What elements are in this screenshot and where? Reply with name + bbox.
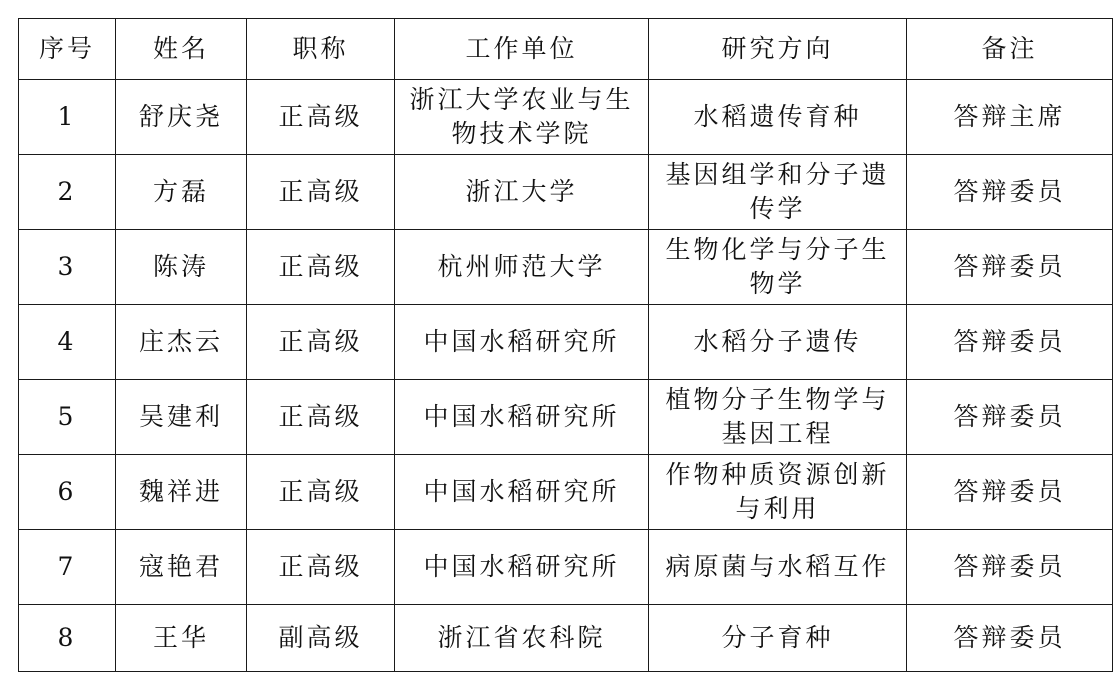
table-row (19, 380, 1113, 455)
cell-no: 4 (19, 305, 116, 380)
cell-field: 水稻分子遗传 (649, 305, 907, 380)
cell-unit: 中国水稻研究所 (395, 305, 649, 380)
header-cell-note: 备注 (907, 19, 1113, 80)
cell-name: 魏祥进 (116, 455, 247, 530)
header-cell-field: 研究方向 (649, 19, 907, 80)
cell-name: 王华 (116, 605, 247, 672)
header-cell-no: 序号 (19, 19, 116, 80)
cell-name: 吴建利 (116, 380, 247, 455)
header-cell-name: 姓名 (116, 19, 247, 80)
cell-title: 副高级 (247, 605, 395, 672)
cell-unit: 浙江省农科院 (395, 605, 649, 672)
table-row (19, 455, 1113, 530)
cell-unit: 中国水稻研究所 (395, 380, 649, 455)
cell-no: 2 (19, 155, 116, 230)
table-row (19, 530, 1113, 605)
table-row (19, 605, 1113, 672)
table-header-row (19, 19, 1113, 80)
cell-unit: 中国水稻研究所 (395, 455, 649, 530)
cell-unit: 浙江大学 (395, 155, 649, 230)
cell-name: 陈涛 (116, 230, 247, 305)
cell-field: 分子育种 (649, 605, 907, 672)
cell-unit: 浙江大学农业与生物技术学院 (395, 80, 649, 155)
header-cell-unit: 工作单位 (395, 19, 649, 80)
cell-no: 1 (19, 80, 116, 155)
cell-note: 答辩委员 (907, 605, 1113, 672)
cell-title: 正高级 (247, 380, 395, 455)
cell-name: 方磊 (116, 155, 247, 230)
cell-no: 3 (19, 230, 116, 305)
cell-note: 答辩主席 (907, 80, 1113, 155)
cell-title: 正高级 (247, 230, 395, 305)
cell-note: 答辩委员 (907, 455, 1113, 530)
cell-field: 作物种质资源创新与利用 (649, 455, 907, 530)
table-row (19, 155, 1113, 230)
cell-note: 答辩委员 (907, 530, 1113, 605)
cell-name: 庄杰云 (116, 305, 247, 380)
cell-note: 答辩委员 (907, 230, 1113, 305)
cell-field: 生物化学与分子生物学 (649, 230, 907, 305)
cell-unit: 中国水稻研究所 (395, 530, 649, 605)
cell-field: 病原菌与水稻互作 (649, 530, 907, 605)
cell-title: 正高级 (247, 80, 395, 155)
cell-no: 7 (19, 530, 116, 605)
cell-no: 8 (19, 605, 116, 672)
cell-note: 答辩委员 (907, 380, 1113, 455)
table-row (19, 80, 1113, 155)
cell-no: 6 (19, 455, 116, 530)
table-row (19, 305, 1113, 380)
header-cell-title: 职称 (247, 19, 395, 80)
cell-field: 水稻遗传育种 (649, 80, 907, 155)
cell-title: 正高级 (247, 530, 395, 605)
cell-note: 答辩委员 (907, 155, 1113, 230)
cell-field: 植物分子生物学与基因工程 (649, 380, 907, 455)
cell-name: 寇艳君 (116, 530, 247, 605)
cell-field: 基因组学和分子遗传学 (649, 155, 907, 230)
cell-title: 正高级 (247, 155, 395, 230)
cell-name: 舒庆尧 (116, 80, 247, 155)
cell-unit: 杭州师范大学 (395, 230, 649, 305)
committee-table (18, 18, 1113, 672)
table-row (19, 230, 1113, 305)
cell-title: 正高级 (247, 455, 395, 530)
cell-no: 5 (19, 380, 116, 455)
cell-title: 正高级 (247, 305, 395, 380)
cell-note: 答辩委员 (907, 305, 1113, 380)
